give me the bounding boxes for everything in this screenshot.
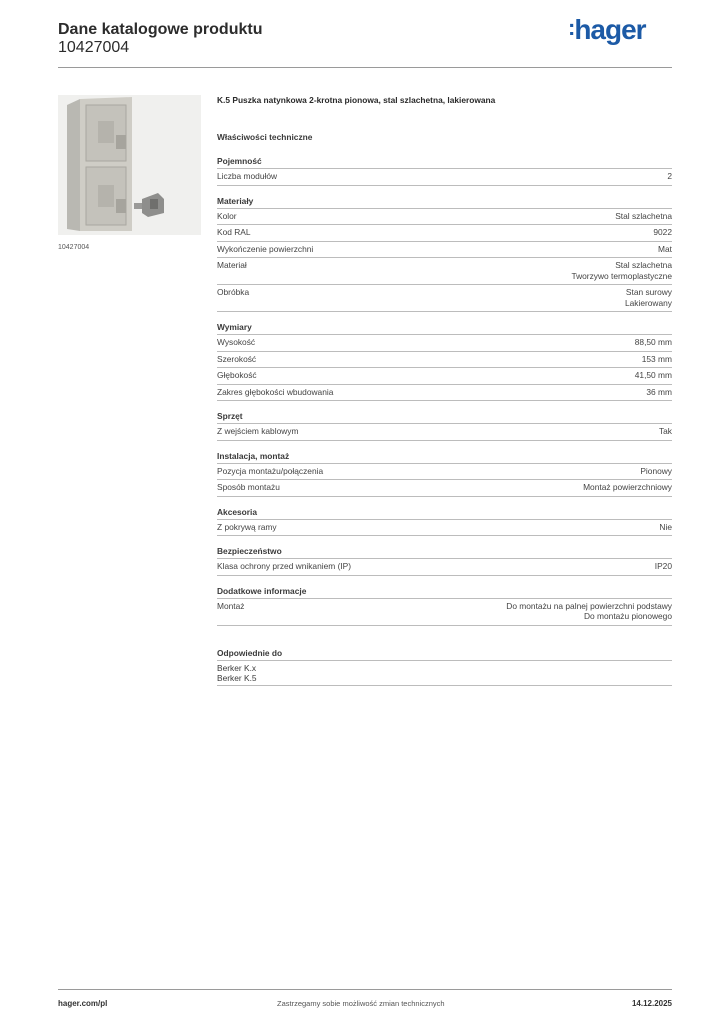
property-value <box>625 287 672 308</box>
property-row <box>217 225 672 242</box>
suitable-list <box>217 661 672 686</box>
section-heading: Bezpieczeństwo <box>217 546 672 559</box>
property-row <box>217 599 672 626</box>
property-row <box>217 285 672 312</box>
property-label: Wykończenie powierzchni <box>217 243 314 254</box>
property-label: Obróbka <box>217 287 250 297</box>
product-title: K.5 Puszka natynkowa 2-krotna pionowa, stal szlachetna, lakierowana <box>217 95 496 105</box>
property-value-line: Do montażu pionowego <box>584 611 672 621</box>
property-value-line: IP20 <box>654 561 672 571</box>
property-value-line: Montaż powierzchniowy <box>583 482 672 492</box>
property-label: Z pokrywą ramy <box>217 521 277 532</box>
property-value-line: 88,50 mm <box>634 337 672 347</box>
property-value-line: Stal szlachetna <box>615 210 672 221</box>
product-box-illustration <box>58 95 201 235</box>
property-value-line: Mat <box>658 243 672 254</box>
suitable-heading: Odpowiednie do <box>217 648 672 661</box>
properties-heading: Właściwości techniczne <box>217 132 313 142</box>
property-label: Materiał <box>217 260 247 270</box>
property-value <box>653 227 672 238</box>
property-value <box>642 354 672 365</box>
property-value <box>640 466 672 477</box>
property-value-line: 36 mm <box>646 386 672 397</box>
property-label: Szerokość <box>217 353 257 364</box>
brand-logo: :hager <box>568 14 646 45</box>
property-value <box>635 370 672 381</box>
property-row <box>217 480 672 497</box>
property-label: Sposób montażu <box>217 482 280 492</box>
property-row <box>217 464 672 481</box>
suitable-item: Berker K.x <box>217 662 257 673</box>
property-row <box>217 242 672 259</box>
property-label: Kod RAL <box>217 227 251 237</box>
footer-website: hager.com/pl <box>58 999 108 1008</box>
property-row <box>217 209 672 226</box>
product-details <box>217 95 672 686</box>
property-row <box>217 352 672 369</box>
property-label: Zakres głębokości wbudowania <box>217 386 334 397</box>
section-heading: Instalacja, montaż <box>217 451 672 464</box>
property-value <box>615 211 672 222</box>
suitable-item: Berker K.5 <box>217 672 257 683</box>
footer-note: Zastrzegamy sobie możliwość zmian technicznych <box>277 999 445 1008</box>
property-row <box>217 424 672 441</box>
property-label: Klasa ochrony przed wnikaniem (IP) <box>217 561 352 571</box>
property-value-line: 2 <box>667 171 672 181</box>
property-value-line: Do montażu na palnej powierzchni podstawy <box>506 600 672 611</box>
property-value <box>658 244 672 255</box>
section-heading: Dodatkowe informacje <box>217 586 672 599</box>
property-value-line: Tak <box>658 426 672 436</box>
property-label: Kolor <box>217 210 237 221</box>
property-row <box>217 335 672 352</box>
property-value <box>659 522 672 533</box>
section-heading: Akcesoria <box>217 507 672 520</box>
section-heading: Materiały <box>217 196 672 209</box>
property-row <box>217 258 672 285</box>
property-row <box>217 368 672 385</box>
property-value-line: Nie <box>659 521 672 532</box>
property-row <box>217 169 672 186</box>
property-value <box>506 601 672 622</box>
product-code: 10427004 <box>58 39 130 56</box>
product-image <box>58 95 201 235</box>
property-value-line: 41,50 mm <box>634 370 672 380</box>
property-value <box>667 171 672 182</box>
property-label: Wysokość <box>217 337 256 347</box>
property-value <box>655 561 672 572</box>
section-heading: Wymiary <box>217 322 672 335</box>
page-title: Dane katalogowe produktu <box>58 21 263 38</box>
property-value <box>659 426 672 437</box>
property-value-line: Tworzywo termoplastyczne <box>571 270 672 281</box>
property-value-line: Stan surowy <box>625 287 672 297</box>
property-label: Pozycja montażu/połączenia <box>217 465 324 476</box>
header-divider <box>58 67 672 68</box>
property-value <box>635 337 672 348</box>
property-value-line: 9022 <box>653 227 672 237</box>
property-row <box>217 385 672 402</box>
property-value-line: Stal szlachetna <box>615 260 672 270</box>
footer-date: 14.12.2025 <box>631 999 672 1008</box>
image-caption: 10427004 <box>58 244 90 251</box>
properties-sections <box>217 156 672 626</box>
property-value <box>571 260 672 281</box>
property-value-line: 153 mm <box>641 353 672 364</box>
property-label: Głębokość <box>217 370 257 380</box>
property-row <box>217 520 672 537</box>
property-value <box>646 387 672 398</box>
property-label: Liczba modułów <box>217 171 278 181</box>
footer-divider <box>58 989 672 990</box>
logo-text: hager <box>574 14 646 45</box>
property-label: Montaż <box>217 600 245 611</box>
section-heading: Pojemność <box>217 156 672 169</box>
property-value <box>583 482 672 493</box>
property-value-line: Pionowy <box>640 465 672 476</box>
section-heading: Sprzęt <box>217 411 672 424</box>
property-label: Z wejściem kablowym <box>217 426 299 436</box>
property-value-line: Lakierowany <box>624 297 672 308</box>
suitable-section <box>217 648 672 686</box>
property-row <box>217 559 672 576</box>
